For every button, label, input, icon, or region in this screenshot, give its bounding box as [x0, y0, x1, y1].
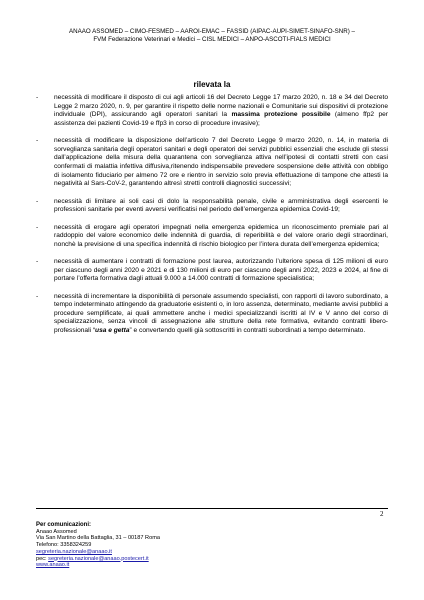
- section-subtitle: rilevata la: [193, 80, 231, 89]
- item-text: ” e convertendo quelli già sottoscritti in contratti subordinati a tempo determinato.: [129, 327, 366, 335]
- item-text: necessità di aumentare i contratti di formazione post laurea, autorizzando l’ulteriore spesa di 125 milioni di euro per ciascuno degli anni 2020 e 2021 e di 130 milioni di euro per ciascuno degli anni 2022, 2023 e 2024, al fine di portare l’offerta formativa dagli attuali 9.000 a 14.000 contratti di formazione specialistica;: [54, 258, 388, 283]
- bullet-dash: -: [36, 223, 39, 231]
- list-item: [36, 258, 388, 284]
- footer-phone: Telefono: 3358324259: [36, 542, 92, 549]
- list-item: [36, 198, 388, 215]
- footer-pec-link[interactable]: segreteria.nazionale@anaao.postecert.it: [48, 555, 149, 562]
- bullet-dash: -: [36, 94, 39, 101]
- list-item: [36, 293, 388, 336]
- item-text: necessità di incrementare la disponibilità di personale assumendo specialisti, con rapporti di lavoro subordinato, a tempo indeterminato attingendo da graduatorie esistenti o, in loro assenza, determinato, mediante avvisi pubblici a procedure semplificate, ai quali ammettere anche i medici specializzandi iscritti al IV e V anno del corso di specializzazione, senza vincoli di assegnazione alle strutture della rete formativa, evitando contratti libero- professionali “: [54, 292, 388, 335]
- bullet-dash: -: [36, 258, 39, 266]
- contact-footer: [36, 522, 160, 569]
- bullet-dash: -: [36, 197, 39, 205]
- footer-divider: [36, 508, 388, 509]
- item-emphasis: massima protezione possibile: [231, 111, 331, 119]
- footer-address: Via San Martino della Battaglia, 31 – 00187 Roma: [36, 535, 160, 542]
- list-item: [36, 94, 388, 128]
- footer-website-link[interactable]: www.anaao.it: [36, 562, 70, 569]
- list-item: [36, 137, 388, 189]
- bullet-dash: -: [36, 292, 39, 300]
- item-text: necessità di modificare la disposizione dell’articolo 7 del Decreto Legge 9 marzo 2020, n. 14, in materia di sorveglianza sanitaria degli operatori sanitari e degli operatori dei servizi pubblici essenziali che esclude gli stessi dall’applicazione della misura della quarantena con sorveglianza attiva nell’ipotesi di contatti stretti con casi confermati di malattia infettiva diffusiva,ritenendo indispensabile prevedere sospensione delle attività con obbligo di isolamento fiduciario per almeno 72 ore e rientro in servizio solo previa effettuazione di tampone che attesti la negatività al Sars-CoV-2, garantendo altresì stretti controlli diagnostici successivi;: [54, 137, 388, 188]
- item-text: necessità di erogare agli operatori impegnati nella emergenza epidemica un riconoscimento premiale pari al raddoppio del valore economico delle indennità di guardia, di reperibilità e del valore orario degli straordinari, nonchè la previsione di una specifica indennità di rischio biologico per l’intera durata dell’emergenza epidemica;: [54, 223, 388, 248]
- footer-org: Anaao Assomed: [36, 528, 77, 535]
- list-item: [36, 224, 388, 250]
- header-line-1: ANAAO ASSOMED – CIMO-FESMED – AAROI-EMAC – FASSID (AIPAC-AUPI-SIMET-SINAFO-SNR) –: [69, 28, 355, 35]
- item-text: necessità di limitare ai soli casi di dolo la responsabilità penale, civile e amministrativa degli esercenti le professioni sanitarie per eventi avversi verificatisi nel periodo dell’emergenza epidemica Covid-19;: [54, 197, 388, 214]
- page-number: 2: [380, 510, 384, 518]
- footer-title: Per comunicazioni:: [36, 522, 92, 528]
- bullet-dash: -: [36, 137, 39, 145]
- document-header: [20, 28, 404, 44]
- requirements-list: [36, 94, 388, 344]
- footer-pec-label: pec:: [36, 555, 49, 562]
- item-emphasis: [95, 327, 129, 334]
- header-line-2: FVM Federazione Veterinari e Medici – CISL MEDICI – ANPO-ASCOTI-FIALS MEDICI: [93, 36, 331, 43]
- item-emphasis-italic: usa e getta: [95, 327, 130, 335]
- footer-email-link[interactable]: segreteria.nazionale@anaao.it: [36, 548, 112, 555]
- item-text: (almeno ffp2 per assistenza dei pazienti Covid-19 e ffp3 in corso di procedure invasive);: [54, 111, 388, 127]
- item-text: necessità di modificare il disposto di cui agli articoli 16 del Decreto Legge 17 marzo 2020, n. 18 e 34 del Decreto Legge 2 marzo 2020, n. 9, per garantire il rispetto delle norme nazionali e Comunitarie sui dispositivi di protezione individuale (DPI), assicurando agli operatori sanitari la: [54, 94, 388, 119]
